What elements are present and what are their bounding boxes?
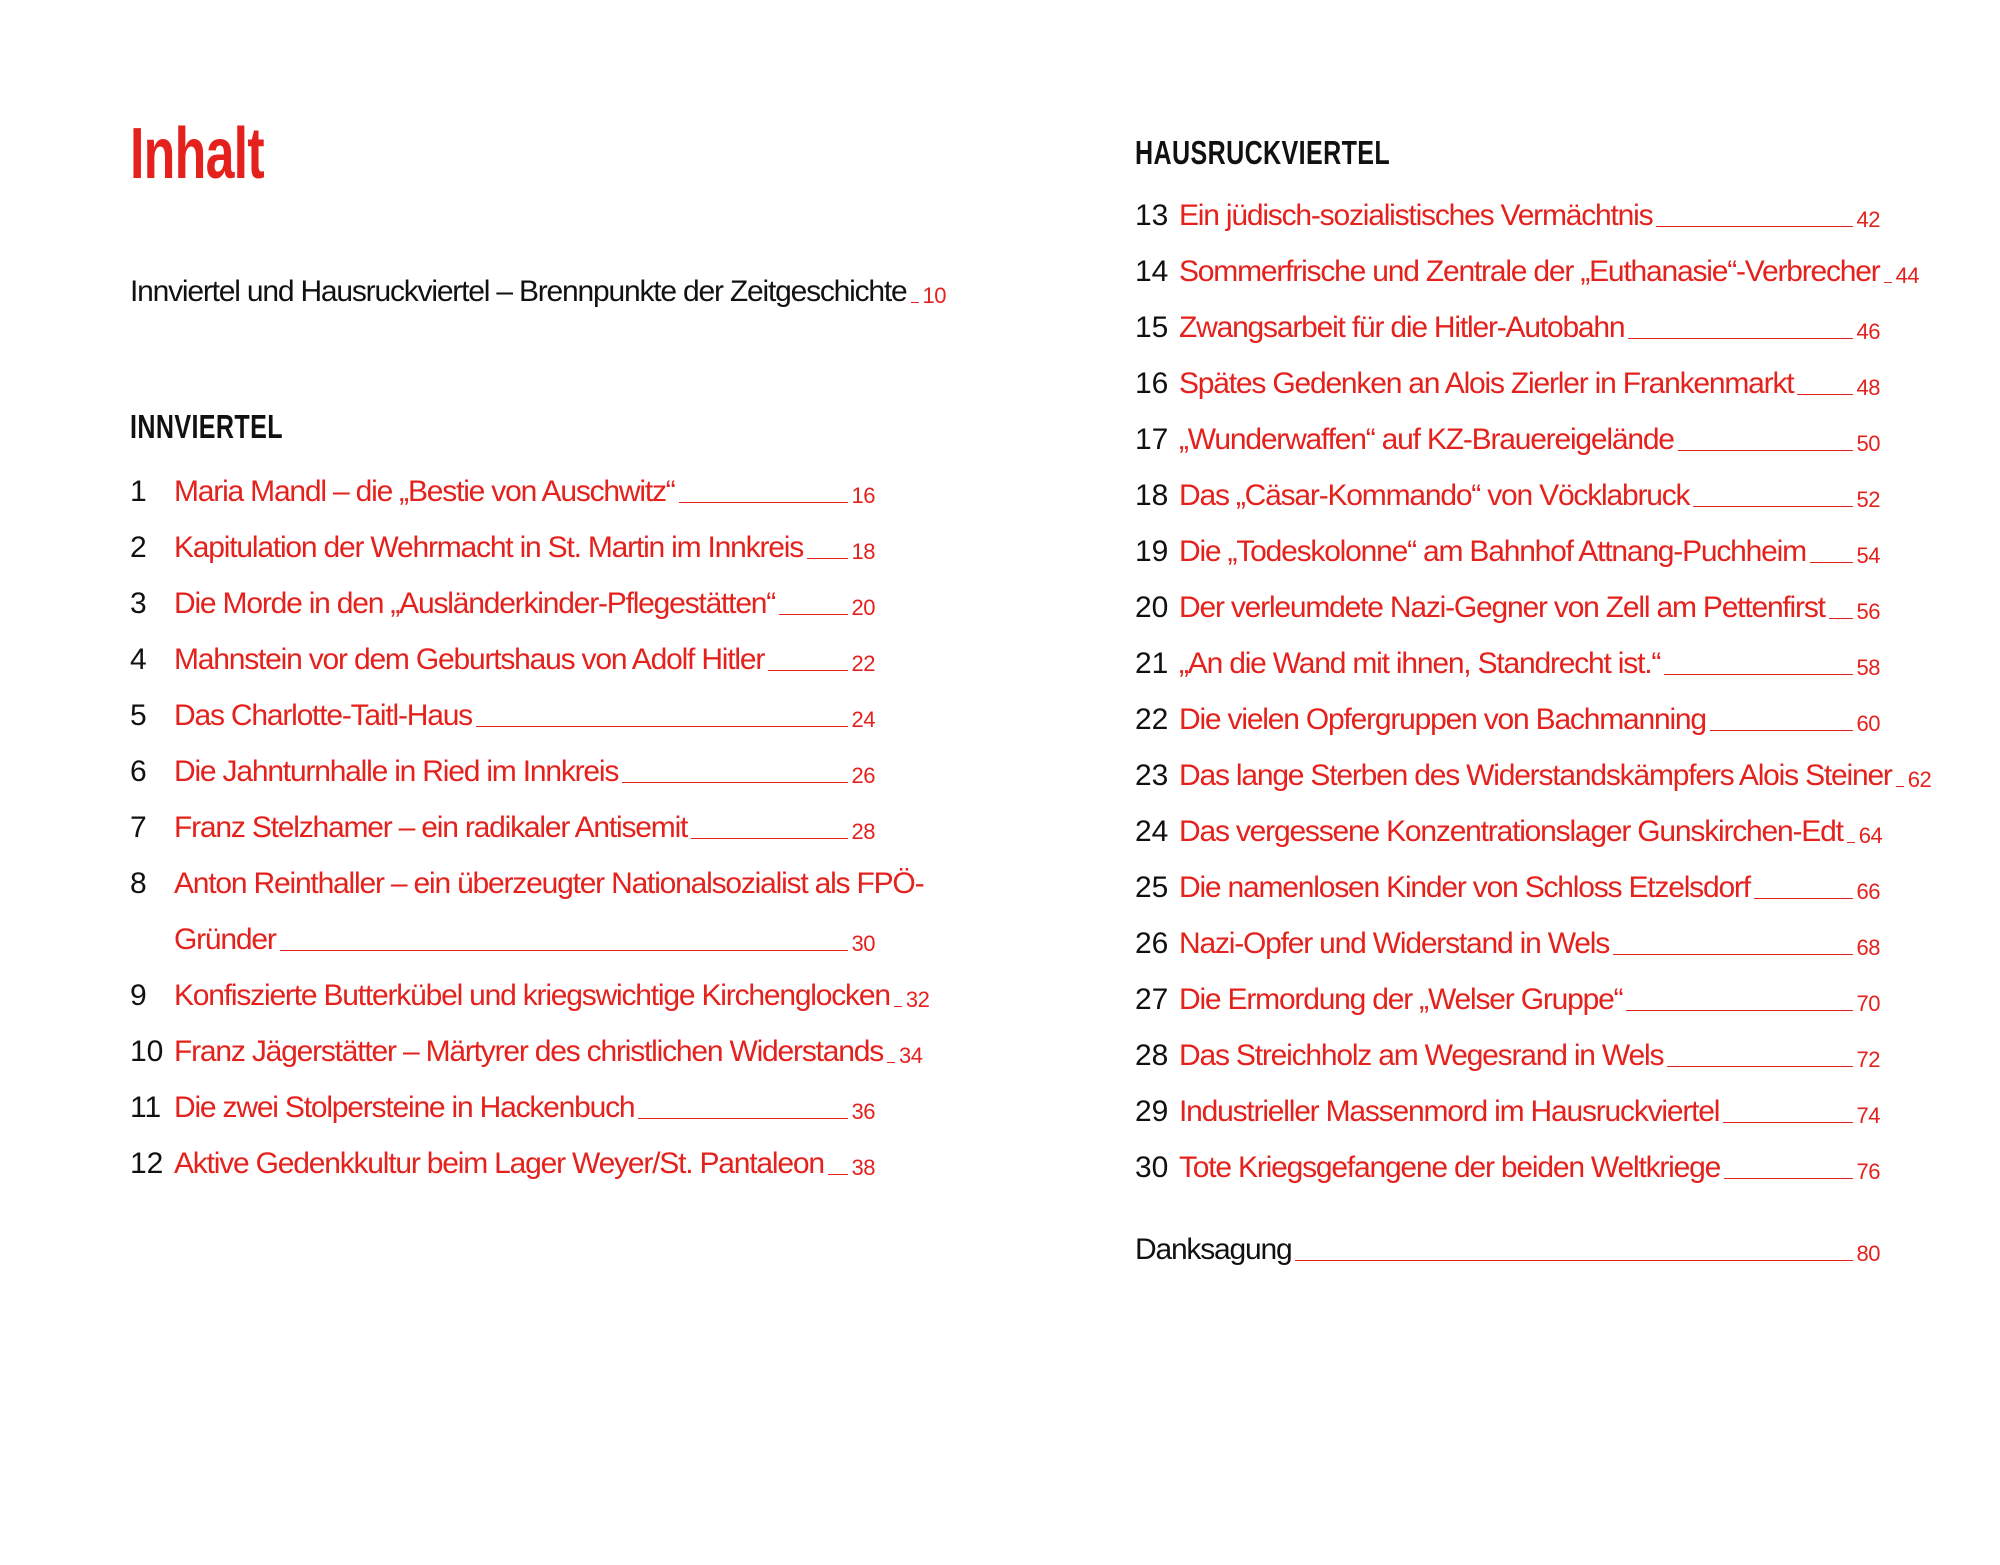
toc-entry-title: Die Ermordung der „Welser Gruppe“ [1179, 983, 1623, 1016]
toc-entry-title: Die zwei Stolpersteine in Hackenbuch [174, 1091, 635, 1124]
leader-line [1693, 506, 1852, 507]
toc-entry-title: Die Jahnturnhalle in Ried im Innkreis [174, 755, 619, 788]
toc-entry[interactable] [1135, 588, 1880, 628]
toc-page-number: 74 [1856, 1103, 1880, 1128]
toc-page-number: 68 [1856, 935, 1880, 960]
toc-entry-title: Nazi-Opfer und Widerstand in Wels [1179, 927, 1610, 960]
leader-line [911, 302, 919, 303]
toc-page-number: 56 [1856, 599, 1880, 624]
leader-line [779, 614, 847, 615]
toc-entry-number: 3 [130, 587, 147, 620]
leader-line [476, 726, 848, 727]
toc-entry-title: Mahnstein vor dem Geburtshaus von Adolf Hitler [174, 643, 765, 676]
toc-page-number: 18 [851, 539, 875, 564]
toc-page-number: 30 [851, 931, 875, 956]
toc-page-number: 28 [851, 819, 875, 844]
toc-entry-title: Zwangsarbeit für die Hitler-Autobahn [1179, 311, 1625, 344]
toc-page-number: 32 [905, 987, 930, 1012]
toc-entry-number: 29 [1135, 1095, 1169, 1128]
toc-entry[interactable] [130, 472, 875, 512]
leader-line [1295, 1260, 1852, 1261]
toc-page-number: 46 [1856, 319, 1880, 344]
leader-line [1723, 1122, 1852, 1123]
toc-page-number: 20 [851, 595, 875, 620]
toc-page-number: 76 [1856, 1159, 1880, 1184]
leader-line [1754, 898, 1853, 899]
toc-entry-title: Spätes Gedenken an Alois Zierler in Frankenmarkt [1179, 367, 1794, 400]
toc-entry[interactable] [1135, 532, 1880, 572]
toc-entry-title: Danksagung [1135, 1233, 1292, 1266]
leader-line [894, 1006, 902, 1007]
toc-entry[interactable] [130, 640, 875, 680]
section-heading-hausruckviertel: HAUSRUCKVIERTEL [1135, 134, 1391, 171]
toc-entry-title: Die Morde in den „Ausländerkinder-Pflegestätten“ [174, 587, 776, 620]
toc-page-number: 72 [1856, 1047, 1880, 1072]
toc-entry[interactable] [130, 696, 875, 736]
toc-entry-number: 19 [1135, 535, 1169, 568]
toc-entry-title: Industrieller Massenmord im Hausruckviertel [1179, 1095, 1720, 1128]
toc-entry-number: 6 [130, 755, 147, 788]
toc-entry[interactable] [130, 528, 875, 568]
toc-page-number: 42 [1856, 207, 1880, 232]
toc-page-number: 70 [1856, 991, 1880, 1016]
toc-page-number: 16 [851, 483, 875, 508]
toc-entry[interactable] [1135, 1036, 1880, 1076]
toc-page-number: 34 [899, 1043, 923, 1068]
toc-entry-number: 8 [130, 867, 147, 900]
toc-entry-number: 30 [1135, 1151, 1169, 1184]
toc-entry-title: Die vielen Opfergruppen von Bachmanning [1179, 703, 1706, 736]
toc-entry-number: 17 [1135, 423, 1169, 456]
leader-line [1810, 562, 1853, 563]
leader-line [807, 558, 848, 559]
toc-entry-title: Maria Mandl – die „Bestie von Auschwitz“ [174, 475, 675, 508]
toc-entry[interactable] [130, 1088, 875, 1128]
toc-entry-number: 18 [1135, 479, 1169, 512]
toc-entry-number: 2 [130, 531, 147, 564]
toc-entry-title: Das Charlotte-Taitl-Haus [174, 699, 472, 732]
toc-entry-number: 7 [130, 811, 147, 844]
toc-entry-number: 11 [130, 1091, 162, 1124]
toc-page-number: 60 [1856, 711, 1880, 736]
toc-entry-title: „Wunderwaffen“ auf KZ-Brauereigelände [1179, 423, 1674, 456]
toc-page-number: 36 [851, 1099, 875, 1124]
leader-line [622, 782, 847, 783]
toc-entry-number: 21 [1135, 647, 1169, 680]
toc-entry-number: 20 [1135, 591, 1169, 624]
toc-page-number: 22 [851, 651, 875, 676]
toc-entry-number: 12 [130, 1147, 164, 1180]
toc-entry-title: Sommerfrische und Zentrale der „Euthanasie“-Verbrecher [1179, 255, 1880, 288]
toc-entry[interactable] [130, 864, 924, 960]
toc-entry-acknowledgements[interactable] [1135, 1230, 1880, 1270]
toc-entry-number: 26 [1135, 927, 1169, 960]
toc-entry[interactable] [1135, 196, 1880, 236]
leader-line [828, 1174, 848, 1175]
toc-entry-line-1 [130, 864, 924, 904]
leader-line [1628, 338, 1852, 339]
toc-entry-title: Franz Stelzhamer – ein radikaler Antisemit [174, 811, 688, 844]
section-heading-innviertel: INNVIERTEL [130, 408, 283, 445]
toc-page-number: 50 [1856, 431, 1880, 456]
leader-line [1613, 954, 1852, 955]
toc-entry-number: 28 [1135, 1039, 1169, 1072]
leader-line [1884, 282, 1892, 283]
toc-page-number: 38 [851, 1155, 875, 1180]
toc-entry-title: Das Streichholz am Wegesrand in Wels [1179, 1039, 1664, 1072]
leader-line [1626, 1010, 1852, 1011]
toc-entry-number: 10 [130, 1035, 164, 1068]
leader-line [768, 670, 847, 671]
toc-entry-line-2 [174, 920, 875, 960]
toc-entry-number: 27 [1135, 983, 1169, 1016]
toc-entry[interactable] [130, 808, 875, 848]
toc-entry[interactable] [1135, 980, 1880, 1020]
toc-entry[interactable] [1135, 1148, 1880, 1188]
leader-line [1667, 1066, 1852, 1067]
leader-line [638, 1118, 847, 1119]
toc-entry[interactable] [1135, 756, 1932, 796]
toc-entry[interactable] [1135, 476, 1880, 516]
toc-entry[interactable] [130, 976, 930, 1016]
toc-entry-title: Tote Kriegsgefangene der beiden Weltkriege [1179, 1151, 1721, 1184]
leader-line [280, 950, 848, 951]
toc-page-number: 62 [1907, 767, 1932, 792]
toc-entry[interactable] [1135, 420, 1880, 460]
toc-entry-title: Das vergessene Konzentrationslager Gunskirchen-Edt [1179, 815, 1843, 848]
toc-page-number: 52 [1856, 487, 1880, 512]
toc-entry-number: 4 [130, 643, 147, 676]
toc-entry[interactable] [1135, 700, 1880, 740]
toc-entry[interactable] [130, 752, 875, 792]
toc-entry-title: Der verleumdete Nazi-Gegner von Zell am Pettenfirst [1179, 591, 1825, 624]
toc-entry[interactable] [1135, 252, 1920, 292]
toc-page-number: 54 [1856, 543, 1880, 568]
toc-entry-number: 9 [130, 979, 147, 1012]
toc-page-number: 66 [1856, 879, 1880, 904]
toc-entry-title: Kapitulation der Wehrmacht in St. Martin im Innkreis [174, 531, 803, 564]
leader-line [1829, 618, 1853, 619]
toc-page-number: 44 [1895, 263, 1920, 288]
toc-entry[interactable] [1135, 308, 1880, 348]
toc-entry-title-continued: Gründer [174, 923, 276, 956]
leader-line [887, 1062, 895, 1063]
toc-entry-number: 5 [130, 699, 147, 732]
toc-page-number: 80 [1856, 1241, 1880, 1266]
toc-entry-number: 1 [130, 475, 147, 508]
toc-entry[interactable] [1135, 924, 1880, 964]
page-title: Inhalt [130, 114, 264, 194]
toc-entry-number: 22 [1135, 703, 1169, 736]
toc-entry[interactable] [1135, 812, 1883, 852]
toc-entry-number: 23 [1135, 759, 1169, 792]
toc-entry-title: Konfiszierte Butterkübel und kriegswichtige Kirchenglocken [174, 979, 890, 1012]
toc-entry-number: 13 [1135, 199, 1169, 232]
leader-line [1724, 1178, 1852, 1179]
toc-entry[interactable] [1135, 1092, 1880, 1132]
toc-page-number: 10 [922, 283, 947, 308]
toc-entry[interactable] [130, 1032, 923, 1072]
toc-entry[interactable] [130, 584, 875, 624]
toc-entry-number: 24 [1135, 815, 1169, 848]
toc-entry-number: 25 [1135, 871, 1169, 904]
leader-line [1656, 226, 1852, 227]
toc-entry-title: Aktive Gedenkkultur beim Lager Weyer/St. Pantaleon [174, 1147, 824, 1180]
toc-entry-title: Innviertel und Hausruckviertel – Brennpunkte der Zeitgeschichte [130, 275, 907, 308]
leader-line [1896, 786, 1904, 787]
toc-entry-title: Die namenlosen Kinder von Schloss Etzelsdorf [1179, 871, 1750, 904]
leader-line [1797, 394, 1852, 395]
toc-entry-title: Das lange Sterben des Widerstandskämpfers Alois Steiner [1179, 759, 1892, 792]
toc-entry[interactable] [1135, 364, 1880, 404]
toc-page-number: 58 [1856, 655, 1880, 680]
toc-entry-title: Franz Jägerstätter – Märtyrer des christlichen Widerstands [174, 1035, 884, 1068]
toc-entry-title: „An die Wand mit ihnen, Standrecht ist.“ [1179, 647, 1661, 680]
toc-page-number: 26 [851, 763, 875, 788]
toc-entry-number: 16 [1135, 367, 1169, 400]
toc-entry[interactable] [130, 1144, 875, 1184]
toc-page-number: 48 [1856, 375, 1880, 400]
leader-line [1678, 450, 1853, 451]
leader-line [1710, 730, 1853, 731]
leader-line [691, 838, 847, 839]
toc-page-number: 24 [851, 707, 875, 732]
toc-entry[interactable] [1135, 644, 1880, 684]
toc-entry-title: Das „Cäsar-Kommando“ von Vöcklabruck [1179, 479, 1690, 512]
toc-entry-title: Ein jüdisch-sozialistisches Vermächtnis [1179, 199, 1653, 232]
toc-entry-title: Die „Todeskolonne“ am Bahnhof Attnang-Puchheim [1179, 535, 1806, 568]
leader-line [679, 502, 848, 503]
toc-page-number: 64 [1858, 823, 1883, 848]
toc-entry-number: 15 [1135, 311, 1169, 344]
leader-line [1847, 842, 1855, 843]
toc-entry-title: Anton Reinthaller – ein überzeugter Nationalsozialist als FPÖ- [174, 867, 924, 900]
toc-entry-number: 14 [1135, 255, 1169, 288]
toc-entry[interactable] [1135, 868, 1880, 908]
toc-entry-intro[interactable] [130, 272, 947, 312]
leader-line [1664, 674, 1852, 675]
